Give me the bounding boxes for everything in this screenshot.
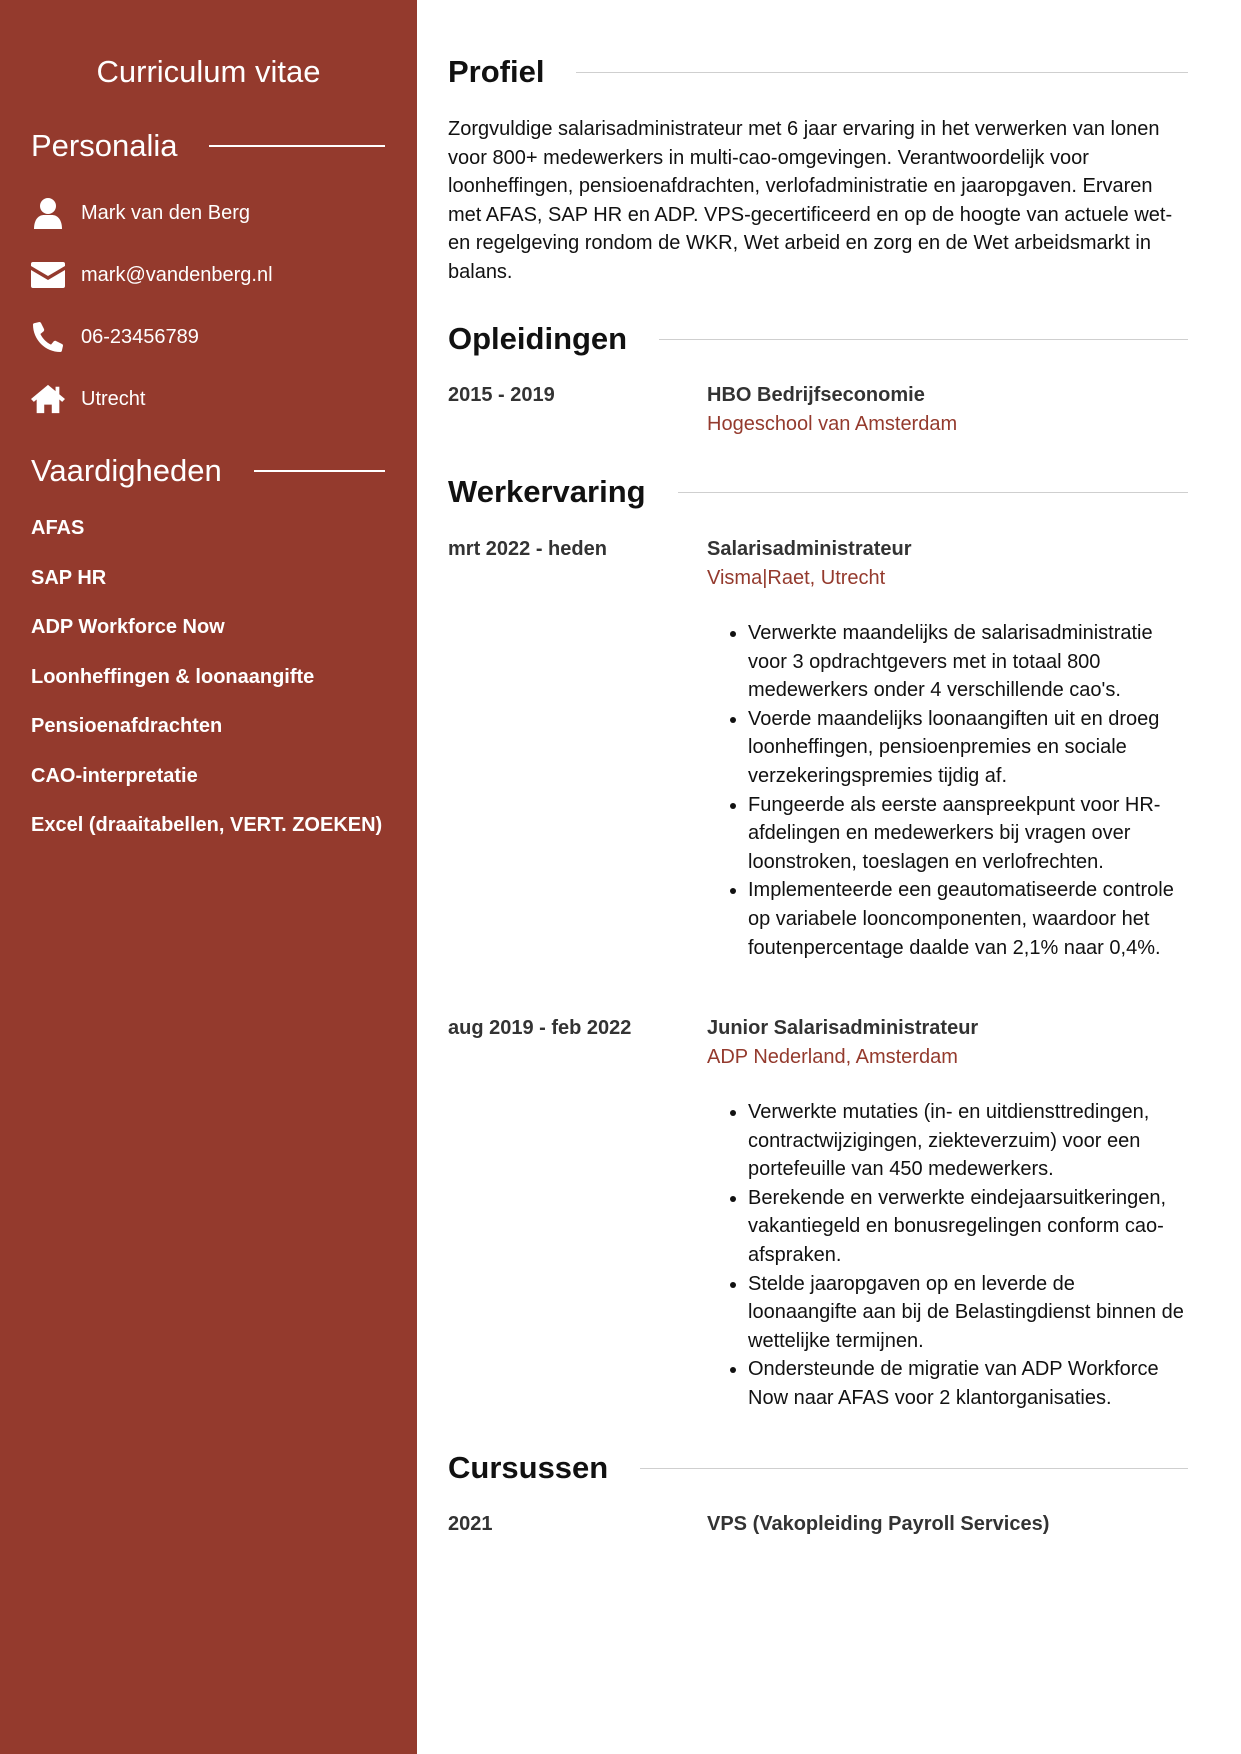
skill-item: Loonheffingen & loonaangifte: [31, 665, 315, 688]
experience-date: mrt 2022 - heden: [448, 538, 607, 560]
course-date: 2021: [448, 1513, 493, 1535]
personalia-divider: [209, 145, 385, 147]
course-details: [707, 1510, 1188, 1538]
user-icon: [31, 196, 65, 230]
bullet-item: • Voerde maandelijks loonaangiften uit en droeg loonheffingen, pensioenpremies en sociale verzekeringspremies tijdig af.: [748, 705, 1188, 791]
experience-details: [707, 1014, 1188, 1413]
experience-bullets: [707, 1098, 1188, 1413]
courses-heading-text: Cursussen: [448, 1450, 609, 1485]
courses-divider: [640, 1468, 1188, 1469]
cv-title: Curriculum vitae: [96, 54, 321, 89]
education-heading-text: Opleidingen: [448, 321, 628, 356]
education-details: [707, 381, 1188, 439]
skill-item: AFAS: [31, 517, 85, 539]
education-heading: [448, 321, 1188, 357]
experience-heading: [448, 474, 1188, 510]
experience-divider: [678, 492, 1188, 493]
skill-item: CAO-interpretatie: [31, 764, 198, 787]
education-date: 2015 - 2019: [448, 384, 555, 406]
skills-heading: [31, 453, 385, 489]
skills-list: [31, 514, 391, 861]
course-title: VPS (Vakopleiding Payroll Services): [707, 1513, 1050, 1535]
contact-email: [31, 244, 273, 306]
contact-email-text[interactable]: mark@vandenberg.nl: [81, 263, 273, 286]
contact-location-text: Utrecht: [81, 387, 146, 410]
experience-heading-text: Werkervaring: [448, 474, 646, 509]
contact-location: [31, 368, 273, 430]
bullet-item: • Fungeerde als eerste aanspreekpunt voor HR-afdelingen en medewerkers bij vragen over loonstroken, toeslagen en verlofrechten.: [748, 791, 1188, 877]
bullet-item: • Verwerkte maandelijks de salarisadministratie voor 3 opdrachtgevers met in totaal 800 medewerkers onder 4 verschillende cao's.: [748, 619, 1188, 705]
bullet-item: • Ondersteunde de migratie van ADP Workforce Now naar AFAS voor 2 klantorganisaties.: [748, 1355, 1188, 1412]
envelope-icon: [31, 258, 65, 292]
contact-list: [31, 182, 273, 430]
experience-company: ADP Nederland, Amsterdam: [707, 1046, 958, 1068]
contact-name: [31, 182, 273, 244]
bullet-item: • Implementeerde een geautomatiseerde controle op variabele looncomponenten, waardoor het foutenpercentage daalde van 2,1% naar 0,4%.: [748, 876, 1188, 962]
phone-icon: [31, 320, 65, 354]
experience-title: Junior Salarisadministrateur: [707, 1017, 979, 1039]
experience-details: [707, 535, 1188, 962]
skill-item: Excel (draaitabellen, VERT. ZOEKEN): [31, 814, 383, 836]
profile-text: Zorgvuldige salarisadministrateur met 6 jaar ervaring in het verwerken van lonen voor 800+ medewerkers in multi-cao-omgevingen. Verantwoordelijk voor loonheffingen, pensioenafdrachten, verlofadministratie en jaaropgaven. Ervaren met AFAS, SAP HR en ADP. VPS-gecertificeerd en op de hoogte van actuele wet- en regelgeving rondom de WKR, Wet arbeid en zorg en de Wet arbeidsmarkt in balans.: [448, 118, 1173, 283]
profile-heading-text: Profiel: [448, 54, 545, 89]
skill-item: ADP Workforce Now: [31, 616, 225, 638]
skill-item: SAP HR: [31, 566, 107, 589]
education-divider: [659, 339, 1188, 340]
personalia-heading-text: Personalia: [31, 128, 178, 163]
contact-name-text: Mark van den Berg: [81, 201, 250, 224]
profile-heading: [448, 54, 1188, 90]
contact-phone-text[interactable]: 06-23456789: [81, 325, 199, 348]
bullet-item: • Verwerkte mutaties (in- en uitdiensttredingen, contractwijzigingen, ziekteverzuim) voor een portefeuille van 450 medewerkers.: [748, 1098, 1188, 1184]
experience-company: Visma|Raet, Utrecht: [707, 567, 886, 589]
skills-divider: [254, 470, 385, 472]
education-title: HBO Bedrijfseconomie: [707, 384, 925, 406]
contact-phone: [31, 306, 273, 368]
courses-heading: [448, 1450, 1188, 1486]
experience-date: aug 2019 - feb 2022: [448, 1017, 632, 1039]
bullet-item: • Stelde jaaropgaven op en leverde de loonaangifte aan bij de Belastingdienst binnen de wettelijke termijnen.: [748, 1270, 1188, 1356]
personalia-heading: [31, 128, 385, 164]
skill-item: Pensioenafdrachten: [31, 715, 223, 737]
education-institution: Hogeschool van Amsterdam: [707, 413, 958, 435]
skills-heading-text: Vaardigheden: [31, 453, 222, 488]
home-icon: [31, 382, 65, 416]
profile-divider: [576, 72, 1188, 73]
experience-title: Salarisadministrateur: [707, 538, 912, 560]
bullet-item: • Berekende en verwerkte eindejaarsuitkeringen, vakantiegeld en bonusregelingen conform cao-afspraken.: [748, 1184, 1188, 1270]
experience-bullets: [707, 619, 1188, 962]
sidebar: [0, 0, 417, 1754]
